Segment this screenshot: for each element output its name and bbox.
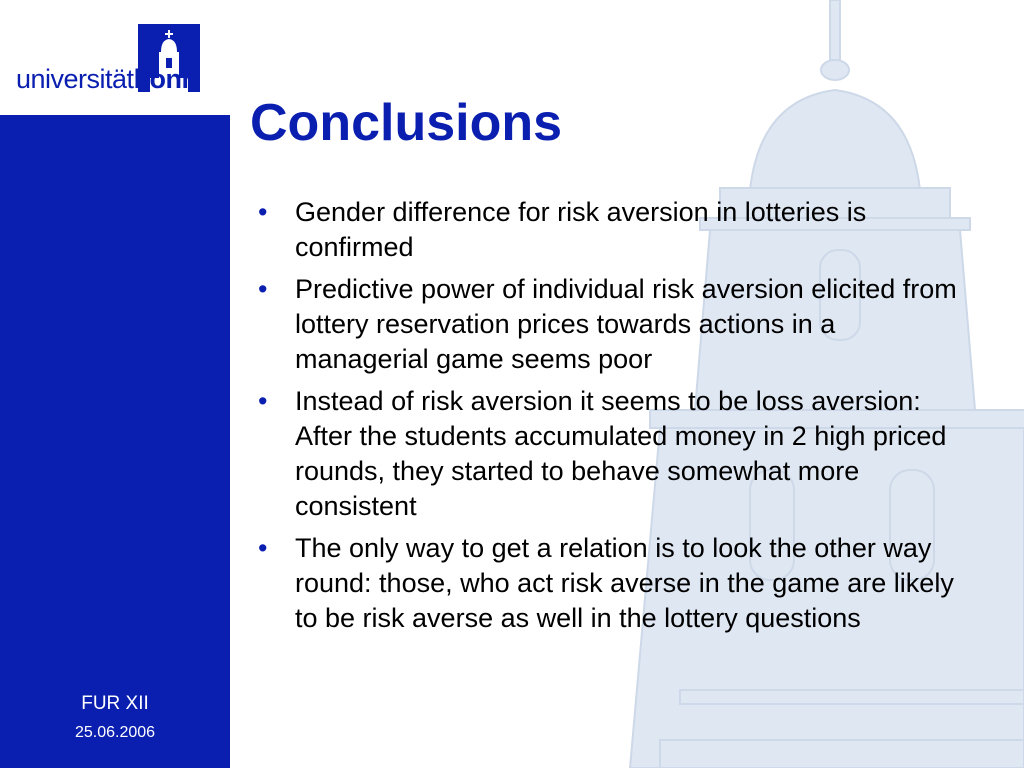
university-logo [0, 0, 230, 115]
logo-text-regular: universität [16, 64, 134, 94]
bullet-item: • Predictive power of individual risk aversion elicited from lottery reservation prices towards actions in a managerial game seems poor [258, 272, 963, 377]
bullet-item: • Gender difference for risk aversion in lotteries is confirmed [258, 195, 963, 265]
bullet-list [258, 195, 963, 643]
slide-title: Conclusions [250, 94, 563, 152]
bullet-item: • The only way to get a relation is to look the other way round: those, who act risk averse in the game are likely to be risk averse as well in the lottery questions [258, 531, 963, 636]
logo-text-bold: bonn [133, 64, 198, 94]
date-label: 25.06.2006 [74, 724, 156, 741]
conference-label: FUR XII [81, 693, 149, 714]
sidebar-panel [0, 0, 230, 768]
bullet-item: • Instead of risk aversion it seems to be loss aversion: After the students accumulated money in 2 high priced rounds, they started to behave somewhat more consistent [258, 384, 963, 524]
logo-wordmark [16, 64, 198, 95]
